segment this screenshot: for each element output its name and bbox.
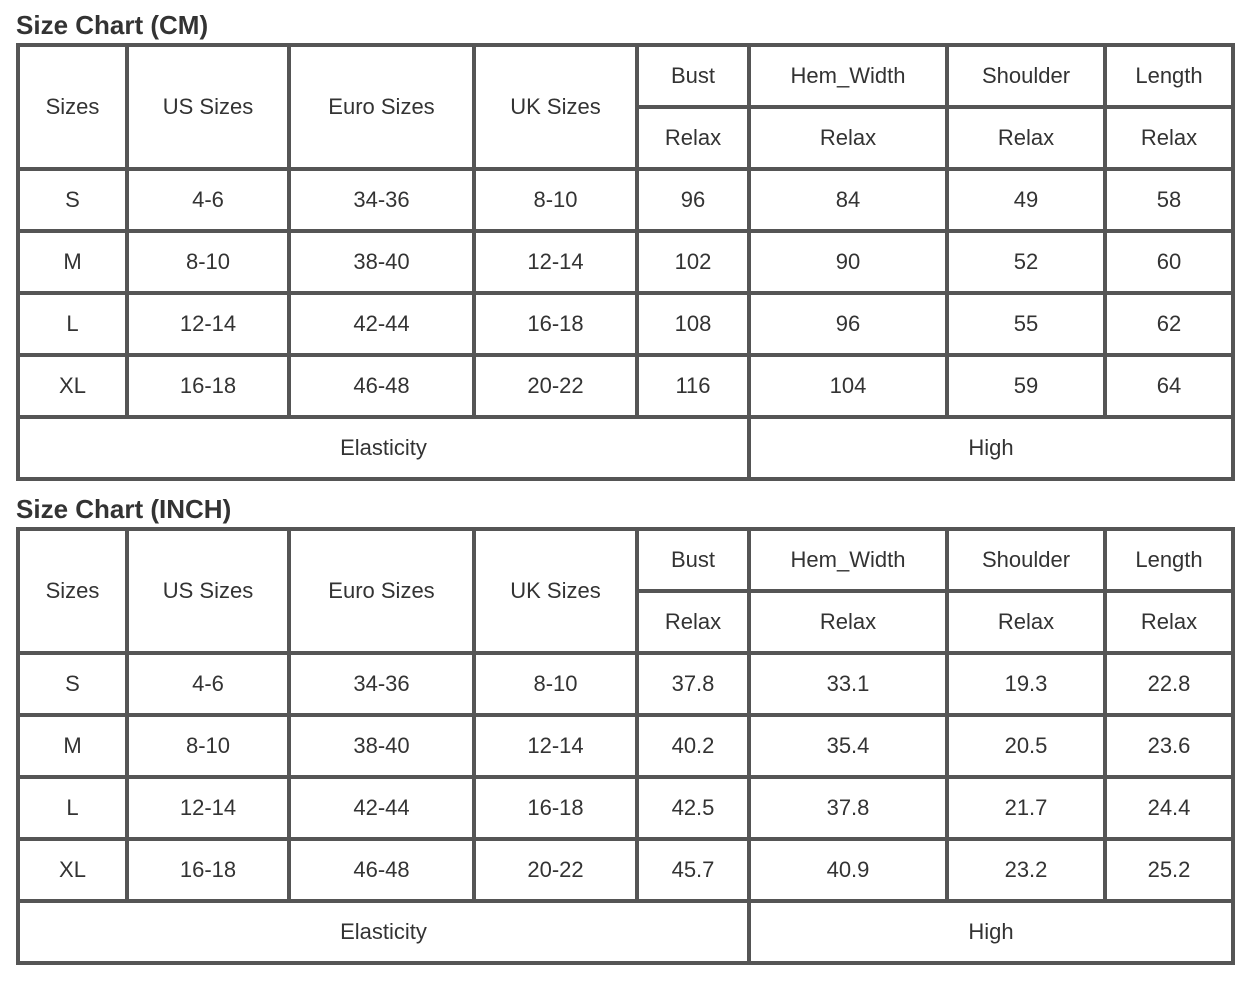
cell-uk-size: 16-18 [474,293,637,355]
cell-shoulder: 19.3 [947,653,1105,715]
cell-hem-width: 104 [749,355,947,417]
cell-shoulder: 23.2 [947,839,1105,901]
cell-euro-size: 34-36 [289,653,474,715]
cell-size: M [18,231,127,293]
cell-uk-size: 20-22 [474,355,637,417]
header-length: Length [1105,529,1233,591]
cell-size: XL [18,839,127,901]
length-fit: Relax [1105,591,1233,653]
header-us-sizes: US Sizes [127,529,289,653]
cell-size: S [18,653,127,715]
elasticity-value: High [749,901,1233,963]
header-bust: Bust [637,529,749,591]
header-hem-width: Hem_Width [749,529,947,591]
cell-shoulder: 21.7 [947,777,1105,839]
header-euro-sizes: Euro Sizes [289,45,474,169]
footer-row [18,901,1233,963]
header-shoulder: Shoulder [947,45,1105,107]
cell-length: 60 [1105,231,1233,293]
cell-shoulder: 49 [947,169,1105,231]
size-chart-inch-table [16,527,1235,965]
cell-hem-width: 35.4 [749,715,947,777]
header-sizes: Sizes [18,45,127,169]
cell-us-size: 8-10 [127,715,289,777]
size-chart-cm-table [16,43,1235,481]
table-row [18,293,1233,355]
cell-shoulder: 55 [947,293,1105,355]
cell-length: 24.4 [1105,777,1233,839]
cell-uk-size: 8-10 [474,653,637,715]
cell-euro-size: 38-40 [289,715,474,777]
cell-shoulder: 20.5 [947,715,1105,777]
cell-uk-size: 20-22 [474,839,637,901]
bust-fit: Relax [637,107,749,169]
length-fit: Relax [1105,107,1233,169]
header-us-sizes: US Sizes [127,45,289,169]
cell-length: 23.6 [1105,715,1233,777]
cell-hem-width: 40.9 [749,839,947,901]
table-row [18,355,1233,417]
cell-length: 58 [1105,169,1233,231]
table-row [18,169,1233,231]
cell-us-size: 8-10 [127,231,289,293]
header-row [18,45,1233,107]
cell-euro-size: 34-36 [289,169,474,231]
elasticity-label: Elasticity [18,417,749,479]
size-chart-inch-title: Size Chart (INCH) [16,494,232,524]
table-row [18,777,1233,839]
cell-us-size: 4-6 [127,169,289,231]
bust-fit: Relax [637,591,749,653]
cell-length: 62 [1105,293,1233,355]
cell-size: XL [18,355,127,417]
cell-us-size: 16-18 [127,355,289,417]
header-euro-sizes: Euro Sizes [289,529,474,653]
cell-euro-size: 42-44 [289,293,474,355]
footer-row [18,417,1233,479]
cell-size: M [18,715,127,777]
cell-bust: 116 [637,355,749,417]
table-row [18,839,1233,901]
shoulder-fit: Relax [947,107,1105,169]
cell-bust: 42.5 [637,777,749,839]
cell-uk-size: 12-14 [474,231,637,293]
cell-uk-size: 16-18 [474,777,637,839]
cell-bust: 37.8 [637,653,749,715]
cell-length: 64 [1105,355,1233,417]
cell-bust: 40.2 [637,715,749,777]
cell-bust: 108 [637,293,749,355]
cell-shoulder: 59 [947,355,1105,417]
cell-uk-size: 8-10 [474,169,637,231]
cell-length: 25.2 [1105,839,1233,901]
cell-shoulder: 52 [947,231,1105,293]
header-bust: Bust [637,45,749,107]
cell-hem-width: 84 [749,169,947,231]
hem-width-fit: Relax [749,591,947,653]
table-row [18,715,1233,777]
cell-euro-size: 38-40 [289,231,474,293]
table-row [18,653,1233,715]
cell-euro-size: 46-48 [289,839,474,901]
header-length: Length [1105,45,1233,107]
cell-bust: 45.7 [637,839,749,901]
cell-hem-width: 96 [749,293,947,355]
cell-hem-width: 37.8 [749,777,947,839]
hem-width-fit: Relax [749,107,947,169]
header-uk-sizes: UK Sizes [474,45,637,169]
cell-euro-size: 42-44 [289,777,474,839]
elasticity-value: High [749,417,1233,479]
cell-us-size: 4-6 [127,653,289,715]
cell-euro-size: 46-48 [289,355,474,417]
cell-us-size: 16-18 [127,839,289,901]
size-chart-cm-title: Size Chart (CM) [16,10,209,40]
shoulder-fit: Relax [947,591,1105,653]
header-uk-sizes: UK Sizes [474,529,637,653]
elasticity-label: Elasticity [18,901,749,963]
header-hem-width: Hem_Width [749,45,947,107]
cell-uk-size: 12-14 [474,715,637,777]
header-shoulder: Shoulder [947,529,1105,591]
cell-hem-width: 33.1 [749,653,947,715]
table-row [18,231,1233,293]
cell-size: S [18,169,127,231]
cell-us-size: 12-14 [127,777,289,839]
cell-us-size: 12-14 [127,293,289,355]
cell-size: L [18,293,127,355]
header-sizes: Sizes [18,529,127,653]
cell-length: 22.8 [1105,653,1233,715]
header-row [18,529,1233,591]
cell-bust: 96 [637,169,749,231]
cell-bust: 102 [637,231,749,293]
cell-size: L [18,777,127,839]
cell-hem-width: 90 [749,231,947,293]
